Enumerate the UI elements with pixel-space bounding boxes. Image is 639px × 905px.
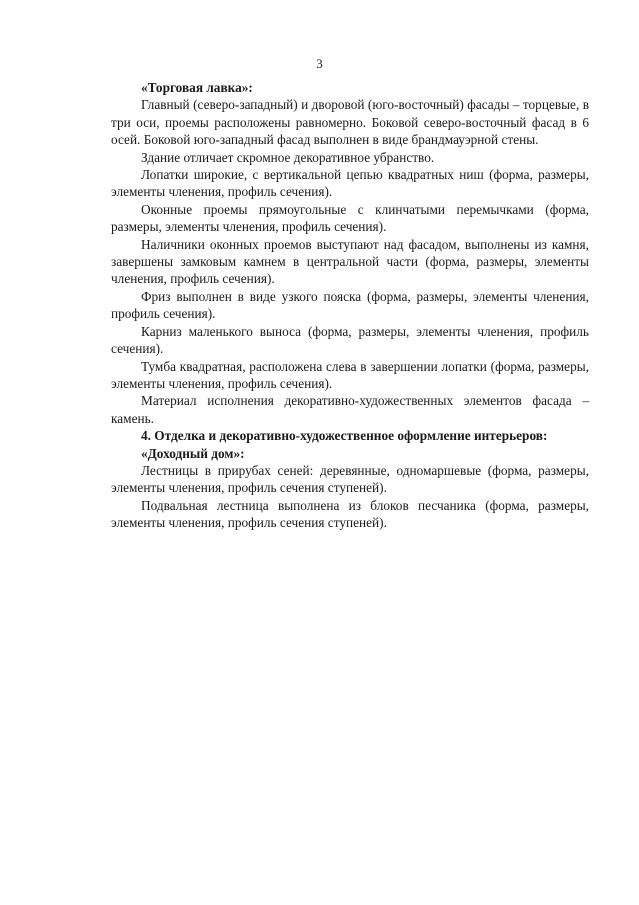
paragraph-decoration: Здание отличает скромное декоративное убранство. bbox=[141, 149, 435, 165]
paragraph-window-openings: Оконные проемы прямоугольные с клинчатыми перемычками (форма, размеры, элементы членения, профиль сечения). bbox=[111, 201, 589, 235]
heading-interiors: 4. Отделка и декоративно-художественное оформление интерьеров: bbox=[141, 428, 548, 444]
paragraph-stairs: Лестницы в прирубах сеней: деревянные, одномаршевые (форма, размеры, элементы членения, профиль сечения ступеней). bbox=[111, 462, 589, 496]
paragraph-pedestal: Тумба квадратная, расположена слева в завершении лопатки (форма, размеры, элементы членения, профиль сечения). bbox=[111, 358, 589, 391]
heading-apartment-house: «Доходный дом»: bbox=[141, 445, 245, 461]
paragraph-cornice: Карниз маленького выноса (форма, размеры, элементы членения, профиль сечения). bbox=[111, 323, 589, 357]
page-number: 3 bbox=[316, 56, 323, 71]
paragraph-material: Материал исполнения декоративно-художественных элементов фасада – камень. bbox=[111, 393, 589, 426]
document-body bbox=[111, 79, 589, 532]
paragraph-frieze: Фриз выполнен в виде узкого пояска (форма, размеры, элементы членения, профиль сечения). bbox=[111, 288, 589, 322]
paragraph-pilasters: Лопатки широкие, с вертикальной цепью квадратных ниш (форма, размеры, элементы членения, профиль сечения). bbox=[111, 167, 589, 200]
paragraph-basement-stairs: Подвальная лестница выполнена из блоков песчаника (форма, размеры, элементы членения, профиль сечения ступеней). bbox=[111, 497, 589, 531]
heading-trade-shop: «Торговая лавка»: bbox=[141, 80, 253, 95]
paragraph-facades: Главный (северо-западный) и дворовой (юго-восточный) фасады – торцевые, в три оси, проемы расположены равномерно. Боковой северо-восточный фасад в 6 осей. Боковой юго-западный фасад выполнен в виде брандмауэрной стены. bbox=[111, 97, 589, 148]
paragraph-window-frames: Наличники оконных проемов выступают над фасадом, выполнены из камня, завершены замковым камнем в центральной части (форма, размеры, элементы членения, профиль сечения). bbox=[111, 236, 589, 287]
